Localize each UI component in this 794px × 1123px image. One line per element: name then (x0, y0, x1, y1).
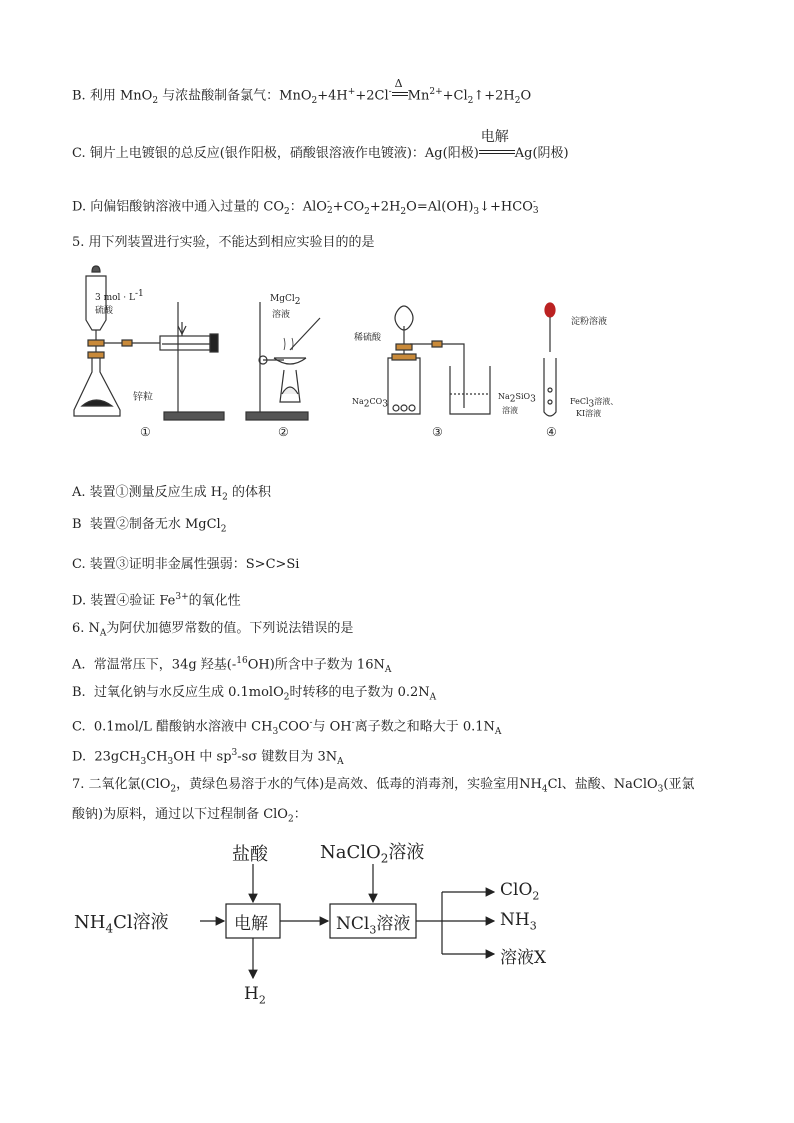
label-mgcl2-solution: 溶液 (272, 310, 291, 320)
option-5a: A. 装置①测量反应生成 $H_2$ 的体积 (72, 485, 272, 503)
flow-naclo2: NaClO$_2$溶液 (320, 842, 425, 866)
option-4d: D. 向偏铝酸钠溶液中通入过量的 $CO_2$：AlO - 2 $+CO_2+2H_2O=Al(OH)_3↓+HCO$ - 3 (72, 197, 539, 218)
label-zinc: 锌粒 (133, 392, 153, 403)
flow-clo2: ClO$_2$ (500, 880, 540, 903)
flow-hcl: 盐酸 (232, 844, 268, 865)
label-mgcl2: MgCl$_2$ (270, 294, 301, 307)
option-6b: B. 过氧化钠与水反应生成 0.1molO$_2$时转移的电子数为 $0.2N_A$ (72, 685, 437, 703)
label-na2co3: $Na_2CO_3$ (352, 397, 388, 410)
label-ki: KI溶液 (576, 409, 602, 418)
flow-solution-x: 溶液X (500, 948, 547, 968)
flow-ncl3: NCl$_3$溶液 (336, 914, 411, 937)
label-fecl3: FeCl$_3$溶液、 (570, 397, 619, 410)
option-5d: D. 装置④验证 $Fe^{3+}$的氧化性 (72, 592, 241, 609)
figure-number-4: ④ (546, 425, 557, 439)
flow-nh3: $NH_3$ (500, 910, 537, 933)
heat-condition: Δ (392, 87, 408, 105)
apparatus-4 (544, 303, 556, 416)
label-starch: 淀粉溶液 (571, 317, 608, 327)
label-acid2: 硫酸 (95, 306, 114, 316)
question-7-line2: 酸钠)为原料，通过以下过程制备 ClO$_2$： (72, 807, 307, 825)
option-6d: D. $23gCH_3CH_3OH$ 中 $sp^3-s\sigma$ 键数目为 $3N_A$ (72, 748, 344, 767)
question-6-stem: 6. $N_A$为阿伏加德罗常数的值。下列说法错误的是 (72, 621, 354, 639)
flow-electrolysis: 电解 (234, 914, 268, 934)
figure-number-3: ③ (432, 425, 443, 439)
label-na2sio3-solution: 溶液 (502, 406, 518, 415)
question-5-stem: 5. 用下列装置进行实验，不能达到相应实验目的的是 (72, 235, 375, 250)
label-na2sio3: $Na_2SiO_3$ (498, 392, 536, 405)
option-4c: C. 铜片上电镀银的总反应(银作阳极，硝酸银溶液作电镀液)：Ag(阳极) 电解 Ag(阴极) (72, 129, 569, 161)
question-7-line1: 7. 二氧化氯(ClO$_2$，黄绿色易溶于水的气体)是高效、低毒的消毒剂，实验室用$NH_4Cl$、盐酸、NaClO$_3$(亚氯 (72, 777, 695, 795)
apparatus-figure (70, 262, 630, 442)
label-dilute-acid: 稀硫酸 (354, 333, 382, 343)
label-acid: 3 mol · $L^{-1}$ (95, 289, 144, 303)
option-6a: A. 常温常压下，34g 羟基(-$^{16}$OH)所含中子数为 $16N_A$ (72, 656, 392, 675)
figure-number-1: ① (140, 425, 151, 439)
flow-h2: $H_2$ (244, 984, 266, 1007)
electrolysis-condition: 电解 (479, 145, 515, 163)
apparatus-3 (388, 306, 490, 414)
option-4b: B. 利用 MnO$_2$ 与浓盐酸制备氯气：MnO$_2$+4H++2Cl- Δ $Mn^{2+}+Cl_2↑+2H_2O$ (72, 77, 532, 106)
option-6c: C. 0.1mol/L 醋酸钠水溶液中 $CH_3COO^-$与 OH-离子数之和略大于 $0.1N_A$ (72, 718, 502, 737)
flow-nh4cl: $NH_4Cl$溶液 (74, 912, 169, 936)
option-5b: B 装置②制备无水 MgCl$_2$ (72, 517, 227, 535)
figure-number-2: ② (278, 425, 289, 439)
option-5c: C. 装置③证明非金属性强弱：S>C>Si (72, 557, 300, 572)
